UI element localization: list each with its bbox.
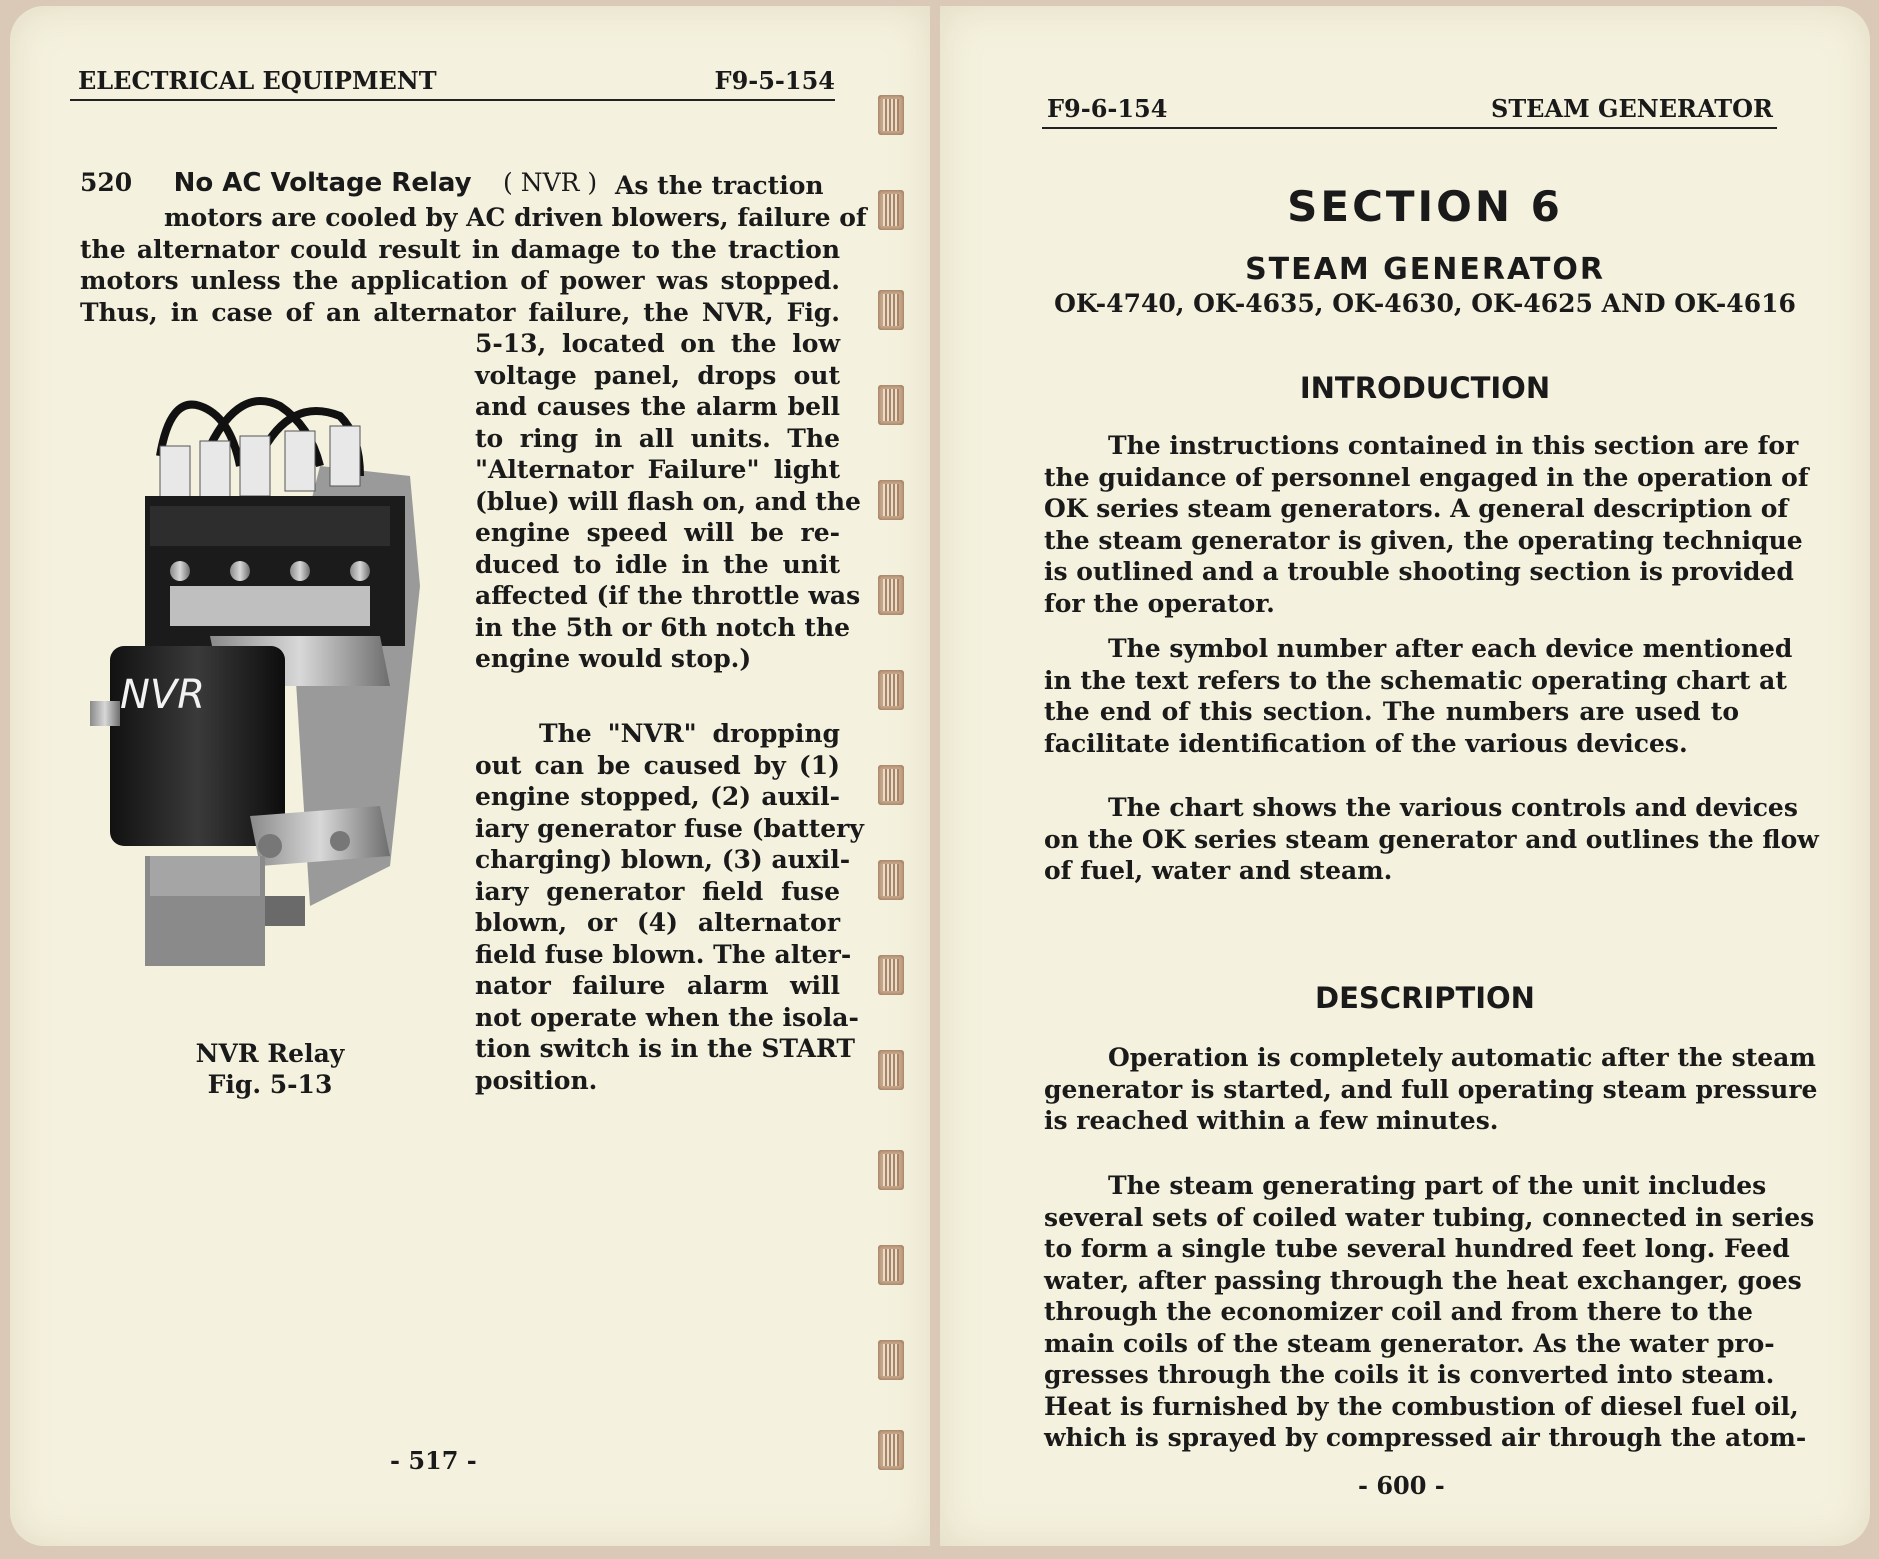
left-page [10, 6, 930, 1546]
text-line: engine speed will be re- [475, 518, 840, 547]
item-heading [80, 168, 597, 198]
right-page [940, 6, 1870, 1546]
text-line: in the text refers to the schematic operating chart at [1044, 665, 1787, 695]
binding-hole [878, 1050, 904, 1090]
binding-hole [878, 95, 904, 135]
text-line: main coils of the steam generator. As the water pro- [1044, 1328, 1775, 1358]
text-line: blown, or (4) alternator [475, 908, 840, 937]
description-heading: DESCRIPTION [1315, 981, 1535, 1015]
text-line: The instructions contained in this section are for [1108, 431, 1799, 460]
text-line: engine would stop.) [475, 644, 752, 673]
text-line: motors unless the application of power was stopped. [80, 266, 840, 295]
figure-caption-title: NVR Relay [195, 1039, 345, 1068]
text-line: the steam generator is given, the operating technique [1044, 525, 1803, 555]
figure-caption-number: Fig. 5-13 [207, 1070, 333, 1099]
binding-hole [878, 190, 904, 230]
binding-hole [878, 765, 904, 805]
text-line: Heat is furnished by the combustion of diesel fuel oil, [1044, 1391, 1799, 1421]
left-header-code: F9-5-154 [714, 66, 835, 95]
text-line: to ring in all units. The [475, 423, 840, 453]
text-line: gresses through the coils it is converted into steam. [1044, 1360, 1775, 1389]
text-line: and causes the alarm bell [475, 392, 840, 421]
binding-hole [878, 1430, 904, 1470]
nvr-relay-photo [90, 386, 420, 1006]
text-line: is reached within a few minutes. [1044, 1106, 1499, 1135]
text-line: position. [475, 1065, 598, 1095]
text-line: several sets of coiled water tubing, connected in series [1044, 1202, 1815, 1232]
para1-block [80, 202, 867, 328]
intro-paragraph-2 [1044, 633, 1793, 759]
text-line: The symbol number after each device mentioned [1108, 634, 1793, 663]
intro-paragraph-1 [1044, 430, 1809, 619]
text-line: tion switch is in the START [475, 1034, 855, 1063]
left-page-number: - 517 - [390, 1446, 477, 1475]
binding-hole [878, 1340, 904, 1380]
text-line: The steam generating part of the unit includes [1108, 1171, 1767, 1200]
text-line: on the OK series steam generator and outlines the flow [1044, 824, 1819, 854]
text-line: facilitate identification of the various devices. [1044, 728, 1688, 758]
text-line: nator failure alarm will [475, 971, 840, 1000]
left-page-header [70, 66, 835, 101]
binding-hole [878, 385, 904, 425]
text-line: The chart shows the various controls and devices [1108, 793, 1798, 822]
text-line: duced to idle in the unit [475, 549, 840, 579]
introduction-heading: INTRODUCTION [1299, 371, 1551, 405]
section-heading: SECTION 6 [1287, 182, 1563, 231]
text-line: through the economizer coil and from there to the [1044, 1297, 1753, 1326]
intro-paragraph-3 [1044, 792, 1819, 887]
binding-hole [878, 1245, 904, 1285]
text-line: the end of this section. The numbers are used to [1044, 697, 1739, 726]
text-line: the alternator could result in damage to the traction [80, 234, 840, 264]
figure-caption [150, 1038, 390, 1100]
binding-hole [878, 480, 904, 520]
text-line: out can be caused by (1) [475, 750, 840, 780]
text-line: for the operator. [1044, 588, 1275, 618]
para2-block [475, 718, 864, 1096]
item-title: No AC Voltage Relay [173, 168, 472, 198]
left-header-title: ELECTRICAL EQUIPMENT [78, 66, 437, 95]
text-line: water, after passing through the heat exchanger, goes [1044, 1265, 1802, 1295]
binding-hole [878, 290, 904, 330]
text-line: charging) blown, (3) auxil- [475, 845, 851, 874]
text-line: the guidance of personnel engaged in the operation of [1044, 462, 1809, 492]
para1-right-block [475, 328, 861, 675]
text-line: in the 5th or 6th notch the [475, 612, 851, 642]
text-line: voltage panel, drops out [475, 360, 840, 390]
text-line: "Alternator Failure" light [475, 455, 840, 484]
text-line: Thus, in case of an alternator failure, the NVR, Fig. [80, 297, 840, 327]
description-paragraph-1 [1044, 1042, 1818, 1137]
text-line: which is sprayed by compressed air through the atom- [1044, 1423, 1807, 1452]
right-page-header [1042, 94, 1777, 129]
binding-hole [878, 955, 904, 995]
section-subtitle: STEAM GENERATOR [1245, 252, 1605, 287]
right-page-number: - 600 - [1358, 1471, 1445, 1500]
text-line: engine stopped, (2) auxil- [475, 782, 840, 811]
description-paragraph-2 [1044, 1170, 1815, 1454]
text-line: (blue) will flash on, and the [475, 486, 861, 516]
text-line: 5-13, located on the low [475, 329, 840, 358]
text-line: iary generator fuse (battery [475, 813, 864, 843]
text-line: affected (if the throttle was [475, 581, 861, 610]
text-line: OK series steam generators. A general description of [1044, 494, 1789, 523]
text-line: of fuel, water and steam. [1044, 856, 1393, 885]
binding-hole [878, 860, 904, 900]
text-line: Operation is completely automatic after the steam [1108, 1043, 1816, 1072]
text-line: iary generator field fuse [475, 876, 840, 906]
text-line: field fuse blown. The alter- [475, 939, 852, 969]
nvr-coil-label: NVR [120, 672, 206, 718]
binding-hole [878, 670, 904, 710]
binding-hole [878, 575, 904, 615]
item-abbrev: ( NVR ) [503, 168, 598, 197]
right-header-code: F9-6-154 [1047, 94, 1168, 123]
text-line: The "NVR" dropping [539, 719, 840, 748]
text-line: not operate when the isola- [475, 1002, 859, 1032]
model-list: OK-4740, OK-4635, OK-4630, OK-4625 AND OK-4616 [1054, 289, 1796, 318]
binding-hole [878, 1150, 904, 1190]
text-line: is outlined and a trouble shooting section is provided [1044, 557, 1794, 586]
text-line: to form a single tube several hundred feet long. Feed [1044, 1234, 1790, 1263]
para1-line-0: As the traction [615, 171, 824, 200]
right-header-title: STEAM GENERATOR [1490, 94, 1773, 123]
text-line: generator is started, and full operating steam pressure [1044, 1074, 1818, 1104]
item-number: 520 [80, 168, 133, 197]
text-line: motors are cooled by AC driven blowers, failure of [164, 203, 867, 232]
